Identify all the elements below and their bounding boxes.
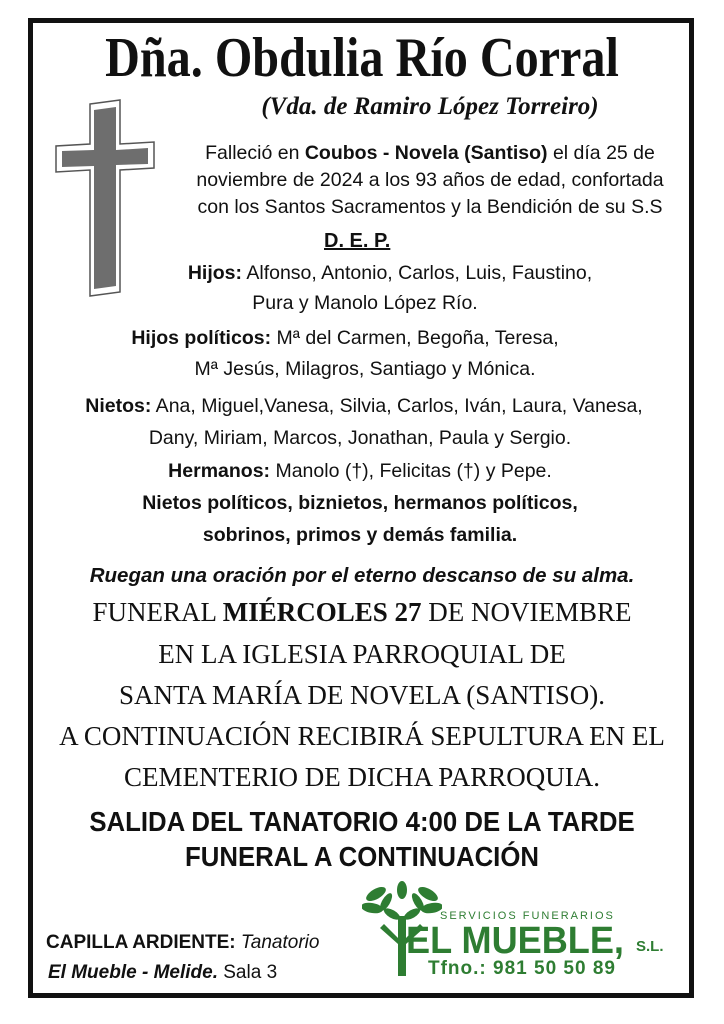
chapel-line-2: El Mueble - Melide. Sala 3 <box>48 962 278 983</box>
hijos-line-1: Hijos: Alfonso, Antonio, Carlos, Luis, Faustino, <box>187 262 593 284</box>
death-line-2: noviembre de 2024 a los 93 años de edad, confortada <box>196 169 664 191</box>
departure-line-2: FUNERAL A CONTINUACIÓN <box>185 841 539 872</box>
others-line-1: Nietos políticos, biznietos, hermanos políticos, <box>142 492 578 514</box>
funeral-line-4: A CONTINUACIÓN RECIBIRÁ SEPULTURA EN EL <box>59 721 665 751</box>
funeral-line-5: CEMENTERIO DE DICHA PARROQUIA. <box>123 762 601 792</box>
chapel-line-1: CAPILLA ARDIENTE: Tanatorio <box>46 932 320 953</box>
hijos-line-2: Pura y Manolo López Río. <box>252 292 478 314</box>
prayer-line: Ruegan una oración por el eterno descanso de su alma. <box>89 564 635 587</box>
funeral-line-2: EN LA IGLESIA PARROQUIAL DE <box>158 639 566 669</box>
death-line-1: Falleció en Coubos - Novela (Santiso) el día 25 de <box>205 142 655 164</box>
logo-phone: Tfno.: 981 50 50 89 <box>428 958 616 979</box>
deceased-name: Dña. Obdulia Río Corral <box>105 27 619 89</box>
funeral-line-1: FUNERAL MIÉRCOLES 27 DE NOVIEMBRE <box>92 597 632 627</box>
nietos-line-1: Nietos: Ana, Miguel,Vanesa, Silvia, Carlos, Iván, Laura, Vanesa, <box>85 395 643 417</box>
death-line-3: con los Santos Sacramentos y la Bendición de su S.S <box>197 196 663 218</box>
widow-of: (Vda. de Ramiro López Torreiro) <box>261 93 599 120</box>
others-line-2: sobrinos, primos y demás familia. <box>202 524 518 546</box>
funeral-line-3: SANTA MARÍA DE NOVELA (SANTISO). <box>118 680 606 710</box>
nietos-line-2: Dany, Miriam, Marcos, Jonathan, Paula y Sergio. <box>148 427 572 449</box>
cross-icon <box>52 98 158 298</box>
logo-subtitle: SERVICIOS FUNERARIOS <box>440 910 615 922</box>
logo-suffix: S.L. <box>636 938 664 955</box>
politicos-line-1: Hijos políticos: Mª del Carmen, Begoña, Teresa, <box>131 327 559 349</box>
politicos-line-2: Mª Jesús, Milagros, Santiago y Mónica. <box>194 358 536 380</box>
logo-name: EL MUEBLE, <box>406 920 624 962</box>
dep-heading: D. E. P. <box>324 230 391 252</box>
hermanos-line: Hermanos: Manolo (†), Felicitas (†) y Pepe. <box>168 460 552 482</box>
departure-line-1: SALIDA DEL TANATORIO 4:00 DE LA TARDE <box>89 806 635 837</box>
